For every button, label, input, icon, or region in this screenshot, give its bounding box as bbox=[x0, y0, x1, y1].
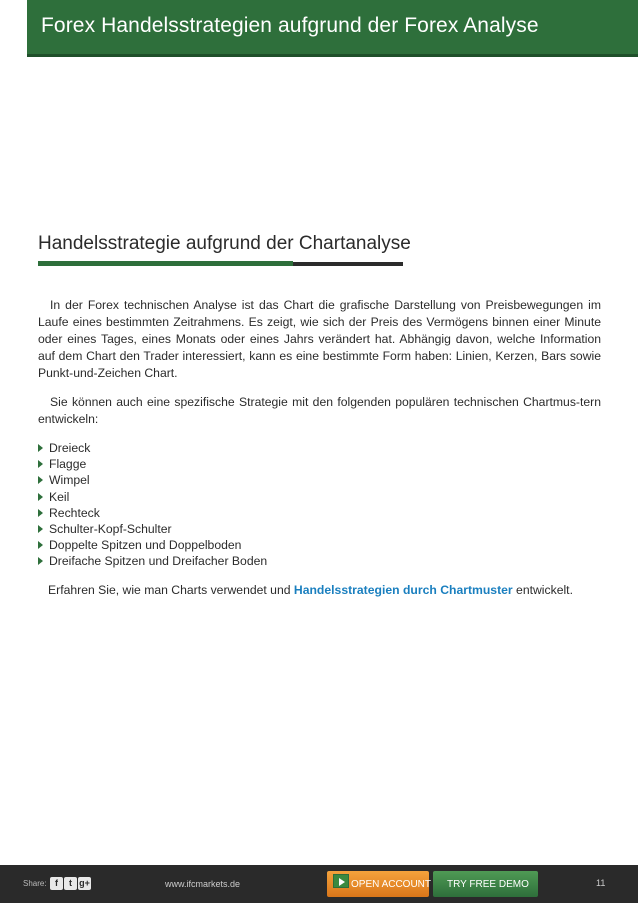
page-number: 11 bbox=[596, 878, 606, 888]
list-item bbox=[38, 440, 601, 456]
open-account-button[interactable] bbox=[327, 871, 432, 897]
list-item bbox=[38, 521, 601, 537]
facebook-icon[interactable]: f bbox=[50, 877, 63, 890]
bullet-arrow-icon bbox=[38, 476, 43, 484]
google-plus-icon[interactable]: g+ bbox=[79, 878, 90, 888]
article-body bbox=[38, 297, 601, 599]
list-item-label: Rechteck bbox=[49, 505, 100, 520]
arrow-right-icon bbox=[333, 874, 349, 888]
bullet-arrow-icon bbox=[38, 493, 43, 501]
list-item-label: Schulter-Kopf-Schulter bbox=[49, 522, 172, 537]
list-item bbox=[38, 553, 601, 569]
paragraph-intro: In der Forex technischen Analyse ist das Chart die grafische Darstellung von Preisbewegungen im Laufe eines bestimmten Zeitrahmens. Es zeigt, wie sich der Preis des Vermögens binnen einer Minute oder eines Tages, eines Monats oder eines Jahrs verändert hat. Abhängig davon, welche Information auf dem Chart den Trader interessiert, kann es eine bestimmte Form haben: Linien, Kerzen, Bars sowie Punkt-und-Zeichen Chart. bbox=[38, 298, 601, 380]
list-item bbox=[38, 505, 601, 521]
section-title: Handelsstrategie aufgrund der Chartanalyse bbox=[38, 233, 411, 254]
closing-text-after: entwickelt. bbox=[512, 582, 573, 597]
bullet-arrow-icon bbox=[38, 541, 43, 549]
list-item bbox=[38, 489, 601, 505]
try-free-demo-button[interactable] bbox=[433, 871, 538, 897]
list-item-label: Dreifache Spitzen und Dreifacher Boden bbox=[49, 554, 268, 569]
list-item-label: Wimpel bbox=[49, 473, 90, 488]
list-item bbox=[38, 537, 601, 553]
paragraph-patterns: Sie können auch eine spezifische Strategie mit den folgenden populären technischen Chartmus-tern entwickeln: bbox=[38, 395, 601, 426]
bullet-arrow-icon bbox=[38, 509, 43, 517]
underline-green bbox=[38, 261, 293, 266]
share-label: Share: bbox=[23, 879, 47, 888]
page-title: Forex Handelsstrategien aufgrund der Forex Analyse bbox=[41, 14, 539, 37]
list-item-label: Keil bbox=[49, 489, 70, 504]
bullet-arrow-icon bbox=[38, 444, 43, 452]
page-header bbox=[0, 0, 638, 57]
bullet-arrow-icon bbox=[38, 557, 43, 565]
pattern-list bbox=[38, 440, 601, 570]
twitter-icon[interactable]: t bbox=[64, 877, 77, 890]
closing-sentence bbox=[38, 582, 601, 599]
closing-text-before: Erfahren Sie, wie man Charts verwendet und bbox=[48, 582, 294, 597]
list-item-label: Flagge bbox=[49, 457, 87, 472]
list-item bbox=[38, 456, 601, 472]
list-item-label: Dreieck bbox=[49, 441, 91, 455]
list-item bbox=[38, 472, 601, 488]
open-account-label: OPEN ACCOUNT bbox=[351, 879, 432, 890]
bullet-arrow-icon bbox=[38, 460, 43, 468]
page-footer bbox=[0, 865, 638, 903]
chartmuster-link[interactable]: Handelsstrategien durch Chartmuster bbox=[293, 582, 513, 597]
website-link[interactable]: www.ifcmarkets.de bbox=[165, 879, 241, 889]
underline-dark bbox=[293, 262, 403, 266]
title-underline bbox=[38, 261, 406, 266]
list-item-label: Doppelte Spitzen und Doppelboden bbox=[49, 538, 242, 553]
bullet-arrow-icon bbox=[38, 525, 43, 533]
try-free-demo-label: TRY FREE DEMO bbox=[447, 879, 529, 890]
